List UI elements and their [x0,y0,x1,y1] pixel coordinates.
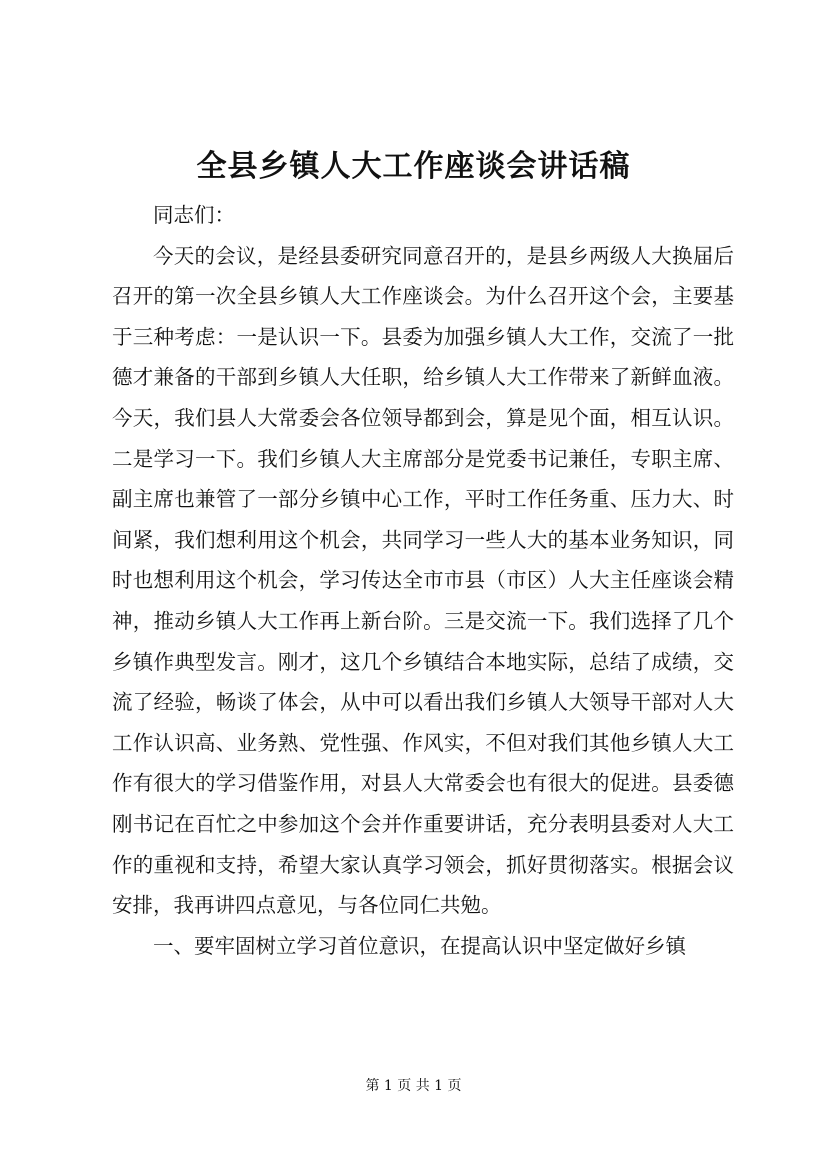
document-body [112,195,734,966]
document-title: 全县乡镇人大工作座谈会讲话稿 [196,149,631,184]
salutation: 同志们： [153,203,235,227]
paragraph: 今天的会议，是经县委研究同意召开的，是县乡两级人大换届后召开的第一次全县乡镇人大工作座谈会。为什么召开这个会，主要基于三种考虑：一是认识一下。县委为加强乡镇人大工作，交流了一批德才兼备的干部到乡镇人大任职，给乡镇人大工作带来了新鲜血液。今天，我们县人大常委会各位领导都到会，算是见个面，相互认识。二是学习一下。我们乡镇人大主席部分是党委书记兼任，专职主席、副主席也兼管了一部分乡镇中心工作，平时工作任务重、压力大、时间紧，我们想利用这个机会，共同学习一些人大的基本业务知识，同时也想利用这个机会，学习传达全市市县（市区）人大主任座谈会精神，推动乡镇人大工作再上新台阶。三是交流一下。我们选择了几个乡镇作典型发言。刚才，这几个乡镇结合本地实际，总结了成绩，交流了经验，畅谈了体会，从中可以看出我们乡镇人大领导干部对人大工作认识高、业务熟、党性强、作风实，不但对我们其他乡镇人大工作有很大的学习借鉴作用，对县人大常委会也有很大的促进。县委德刚书记在百忙之中参加这个会并作重要讲话，充分表明县委对人大工作的重视和支持，希望大家认真学习领会，抓好贯彻落实。根据会议安排，我再讲四点意见，与各位同仁共勉。 [112,243,734,918]
paragraph: 一、要牢固树立学习首位意识，在提高认识中坚定做好乡镇 [153,933,686,958]
page-footer: 第 1 页 共 1 页 [365,1078,462,1094]
